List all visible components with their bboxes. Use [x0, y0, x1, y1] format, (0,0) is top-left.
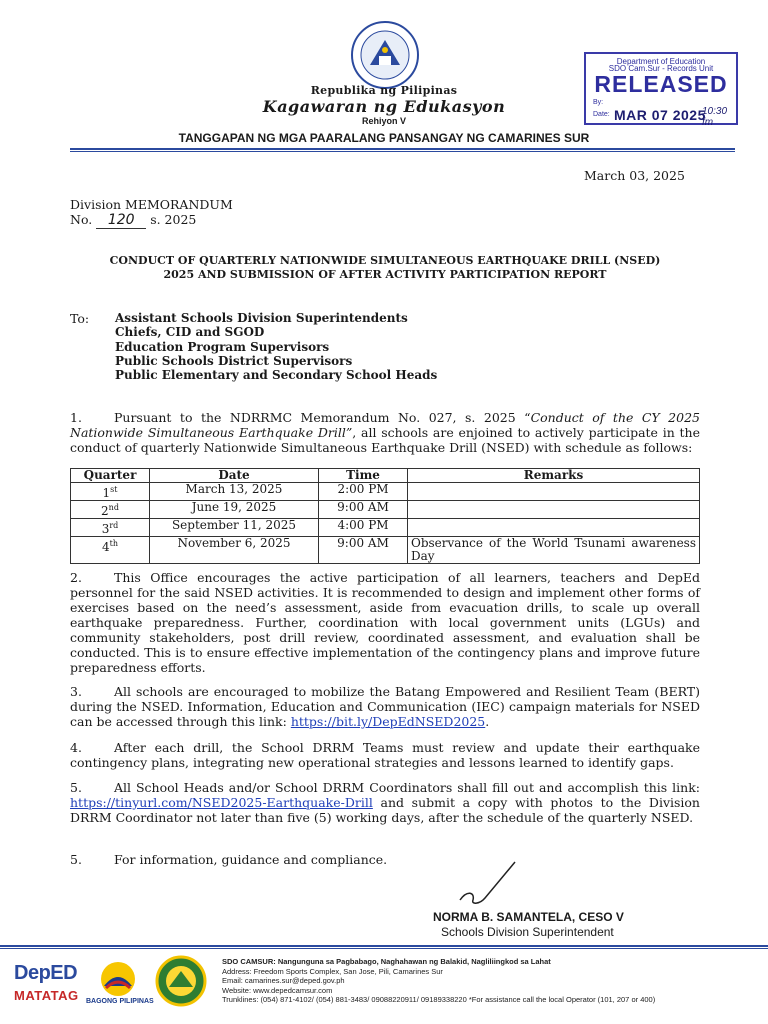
- released-stamp: [584, 52, 738, 128]
- paragraph-2: [70, 570, 700, 675]
- header-region: Rehiyon V: [361, 116, 406, 126]
- recipient-item: Assistant Schools Division Superintendents: [115, 311, 408, 325]
- header-divider: [70, 148, 735, 150]
- date-cell: June 19, 2025: [150, 501, 319, 519]
- column-header: Time: [319, 469, 408, 483]
- paragraph-number: 1.: [70, 410, 82, 425]
- stamp-line2: SDO Cam.Sur - Records Unit: [608, 64, 714, 73]
- date-cell: September 11, 2025: [150, 519, 319, 537]
- memo-no-label: No.: [70, 212, 93, 227]
- memo-number: 120: [96, 213, 146, 229]
- subject-line1: CONDUCT OF QUARTERLY NATIONWIDE SIMULTANEOUS EARTHQUAKE DRILL (NSED): [109, 254, 661, 267]
- quarter-number: 1: [102, 486, 111, 500]
- paragraph-number: 3.: [70, 684, 82, 699]
- paragraph-4: [70, 740, 700, 770]
- time-cell: 9:00 AM: [319, 501, 408, 519]
- table-row: [71, 483, 700, 501]
- signature-scribble: [455, 860, 525, 910]
- deped-logo: DepED: [14, 962, 78, 984]
- column-header: Quarter: [71, 469, 150, 483]
- recipient-item: Chiefs, CID and SGOD: [115, 325, 265, 340]
- quarter-number: 3: [101, 522, 110, 536]
- bagong-pilipinas-icon: [92, 960, 144, 998]
- report-form-link[interactable]: https://tinyurl.com/NSED2025-Earthquake-Drill: [70, 795, 373, 810]
- paragraph-text: , all schools are enjoined to actively participate in the conduct of quarterly Nationwide Simultaneous Earthquake Drill (NSED) with schedule as follows:: [70, 425, 700, 455]
- recipient-item: Education Program Supervisors: [115, 339, 330, 354]
- quarter-suffix: rd: [109, 521, 119, 530]
- date-cell: November 6, 2025: [150, 537, 319, 564]
- quarter-suffix: st: [110, 485, 118, 494]
- subject-line2: 2025 AND SUBMISSION OF AFTER ACTIVITY PARTICIPATION REPORT: [163, 268, 607, 281]
- footer-website: Website: www.depedcamsur.com: [222, 985, 333, 995]
- paragraph-6: [70, 852, 700, 867]
- date-cell: March 13, 2025: [150, 483, 319, 501]
- column-header: Remarks: [408, 469, 700, 483]
- paragraph-3: [70, 684, 700, 729]
- quarter-cell: [71, 483, 150, 501]
- memorandum-title: Conduct of the CY 2025 Nationwide Simultaneous Earthquake Drill”: [70, 410, 700, 440]
- stamp-date-value: MAR 07 2025: [614, 107, 706, 123]
- footer-tagline: Nangunguna sa Pagbabago, Naghahawan ng Balakid, Nagliliingkod sa Lahat: [275, 957, 551, 966]
- paragraph-text: For information, guidance and compliance.: [114, 852, 388, 867]
- memo-subject: [70, 254, 700, 282]
- header-office: TANGGAPAN NG MGA PAARALANG PANSANGAY NG CAMARINES SUR: [178, 131, 590, 145]
- deped-seal-icon: [350, 20, 420, 90]
- paragraph-text: Pursuant to the NDRRMC Memorandum No. 027, s. 2025 “: [114, 410, 531, 425]
- remarks-cell: Observance of the World Tsunami awareness Day: [408, 537, 700, 564]
- iec-materials-link[interactable]: https://bit.ly/DepEdNSED2025: [290, 714, 486, 729]
- stamp-status: RELEASED: [594, 71, 728, 97]
- paragraph-text: After each drill, the School DRRM Teams must review and update their earthquake contingency plans, integrating new operational strategies and lessons learned to identify gaps.: [70, 740, 700, 770]
- quarter-cell: [71, 519, 150, 537]
- memo-date: March 03, 2025: [584, 168, 685, 183]
- footer-sdo-label: SDO CAMSUR:: [222, 957, 276, 966]
- footer-divider-thin: [0, 948, 768, 949]
- footer-trunklines: Trunklines: (054) 871-4102/ (054) 881-3483/ 09088220911/ 09189338220 *For assistance call the local Operator (101, 207 or 400): [222, 995, 656, 1004]
- recipient-item: Public Elementary and Secondary School Heads: [115, 368, 438, 383]
- quarter-number: 4: [101, 540, 110, 554]
- table-row: [71, 519, 700, 537]
- paragraph-text: and submit a copy with photos to the Division DRRM Coordinator not later than five (5) working days, after the schedule of the quarterly NSED.: [70, 795, 700, 825]
- paragraph-text: This Office encourages the active participation of all learners, teachers and DepEd personnel for the said NSED activities. It is recommended to design and implement other forms of exercises based on the need’s assessment, aside from evacuation drills, to scale up overall earthquake preparedness. Further, coordination with local government units (LGUs) and community stakeholders, post drill review, coordinated assessment, and evaluation shall be conducted. This is to ensure effective implementation of the contingency plans and improve future preparedness efforts.: [70, 570, 700, 675]
- header-department: Kagawaran ng Edukasyon: [262, 97, 506, 116]
- bagong-pilipinas-label: BAGONG PILIPINAS: [86, 998, 154, 1005]
- time-cell: 4:00 PM: [319, 519, 408, 537]
- to-label: To:: [70, 311, 90, 326]
- signatory-title: Schools Division Superintendent: [441, 925, 614, 939]
- footer-divider: [0, 945, 768, 947]
- footer-contact: [222, 957, 655, 1005]
- header-republic: Republika ng Pilipinas: [310, 84, 458, 97]
- footer-address: Address: Freedom Sports Complex, San Jose, Pili, Camarines Sur: [222, 966, 443, 976]
- quarter-cell: [71, 501, 150, 519]
- footer-tagline-line: [222, 957, 655, 967]
- paragraph-text-end: .: [485, 714, 490, 729]
- matatag-logo: MATATAG: [14, 988, 79, 1003]
- quarter-suffix: nd: [108, 503, 119, 512]
- memo-number-line: [70, 212, 196, 229]
- stamp-by-label: By:: [593, 99, 604, 106]
- paragraph-1: [70, 410, 700, 455]
- paragraph-number: 2.: [70, 570, 82, 585]
- stamp-time-value: 10:30 fm: [702, 106, 728, 128]
- time-cell: 2:00 PM: [319, 483, 408, 501]
- quarter-suffix: th: [109, 539, 118, 548]
- paragraph-5: [70, 780, 700, 825]
- remarks-cell: [408, 483, 700, 501]
- paragraph-number: 4.: [70, 740, 82, 755]
- paragraph-number: 5.: [70, 780, 82, 795]
- paragraph-text: All School Heads and/or School DRRM Coordinators shall fill out and accomplish this link:: [114, 780, 700, 795]
- signatory-name: NORMA B. SAMANTELA, CESO V: [433, 910, 624, 924]
- recipient-item: Public Schools District Supervisors: [115, 353, 353, 368]
- paragraph-text: All schools are encouraged to mobilize the Batang Empowered and Resilient Team (BERT) during the NSED. Information, Education and Communication (IEC) campaign materials for NSED can be accessed through this link:: [70, 684, 700, 729]
- header-divider-thin: [70, 151, 735, 152]
- table-row: [71, 537, 700, 564]
- stamp-date-label: Date:: [593, 111, 610, 118]
- recipient-list: [115, 311, 437, 382]
- stamp-line1: Department of Education: [616, 57, 706, 66]
- memo-type: Division MEMORANDUM: [70, 197, 233, 212]
- time-cell: 9:00 AM: [319, 537, 408, 564]
- remarks-cell: [408, 519, 700, 537]
- sdo-camsur-seal-icon: [155, 955, 207, 1007]
- schedule-table: [70, 468, 700, 564]
- quarter-number: 2: [101, 504, 109, 518]
- table-header-row: [71, 469, 700, 483]
- remarks-cell: [408, 501, 700, 519]
- table-row: [71, 501, 700, 519]
- column-header: Date: [150, 469, 319, 483]
- paragraph-number: 5.: [70, 852, 82, 867]
- memo-series: s. 2025: [150, 212, 197, 227]
- quarter-cell: [71, 537, 150, 564]
- footer-email: Email: camarines.sur@deped.gov.ph: [222, 976, 345, 985]
